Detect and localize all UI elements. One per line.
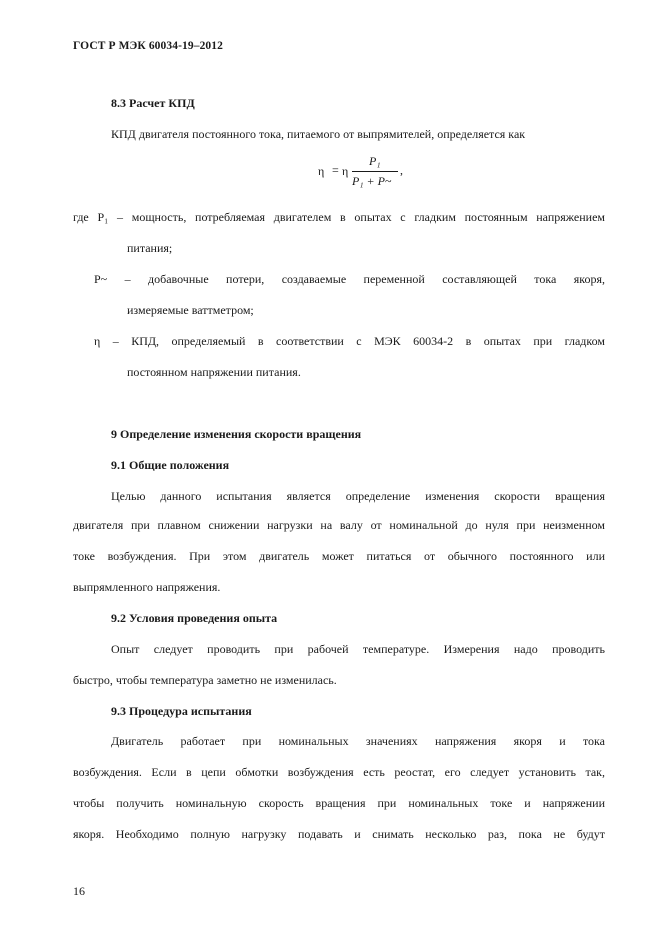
section-9-3-heading: 9.3 Процедура испытания	[111, 704, 252, 718]
definition-p-tilde-line2: измеряемые ваттметром;	[127, 303, 254, 317]
formula-eta: η	[342, 164, 349, 178]
definition-p-tilde-line1: P~ – добавочные потери, создаваемые переменной составляющей тока якоря,	[94, 272, 605, 286]
document-header: ГОСТ Р МЭК 60034-19–2012	[73, 40, 223, 52]
page-number: 16	[73, 884, 85, 898]
section-9-3-line3: чтобы получить номинальную скорость вращения при номинальных токе и напряжении	[73, 796, 605, 810]
formula-fraction	[352, 150, 398, 194]
formula-denominator: P₁ + P~	[352, 174, 392, 188]
section-9-1-line4: выпрямленного напряжения.	[73, 580, 221, 594]
formula-numerator: P₁	[369, 154, 381, 168]
definition-p1-line1: где P₁ – мощность, потребляемая двигателем в опытах с гладким постоянным напряжением	[73, 210, 605, 224]
section-9-1-heading: 9.1 Общие положения	[111, 458, 230, 472]
section-9-2-heading: 9.2 Условия проведения опыта	[111, 611, 278, 625]
section-9-3-line4: якоря. Необходимо полную нагрузку подавать и снимать несколько раз, пока не будут	[73, 827, 605, 841]
efficiency-formula	[318, 150, 428, 196]
section-9-2-line2: быстро, чтобы температура заметно не изменилась.	[73, 673, 337, 687]
section-9-3-line2: возбуждения. Если в цепи обмотки возбуждения есть реостат, его следует установить так,	[73, 765, 605, 779]
section-9-heading: 9 Определение изменения скорости вращения	[111, 427, 362, 441]
formula-equals: =	[332, 163, 339, 177]
definition-eta-line1: η – КПД, определяемый в соответствии с МЭК 60034-2 в опытах при гладком	[94, 334, 605, 348]
section-8-3-intro: КПД двигателя постоянного тока, питаемого от выпрямителей, определяется как	[111, 127, 526, 141]
section-8-3-heading: 8.3 Расчет КПД	[111, 96, 195, 110]
formula-comma: ,	[400, 163, 403, 177]
section-9-1-line3: токе возбуждения. При этом двигатель может питаться от обычного постоянного или	[73, 549, 605, 563]
definition-p1-line2: питания;	[127, 241, 173, 255]
section-9-3-line1: Двигатель работает при номинальных значениях напряжения якоря и тока	[111, 734, 605, 748]
formula-lhs: η	[318, 164, 325, 178]
section-9-2-line1: Опыт следует проводить при рабочей температуре. Измерения надо проводить	[111, 642, 605, 656]
section-9-1-line1: Целью данного испытания является определение изменения скорости вращения	[111, 489, 605, 503]
section-9-1-line2: двигателя при плавном снижении нагрузки на валу от номинальной до нуля при неизменном	[73, 518, 605, 532]
definition-eta-line2: постоянном напряжении питания.	[127, 365, 301, 379]
fraction-bar	[352, 171, 398, 172]
